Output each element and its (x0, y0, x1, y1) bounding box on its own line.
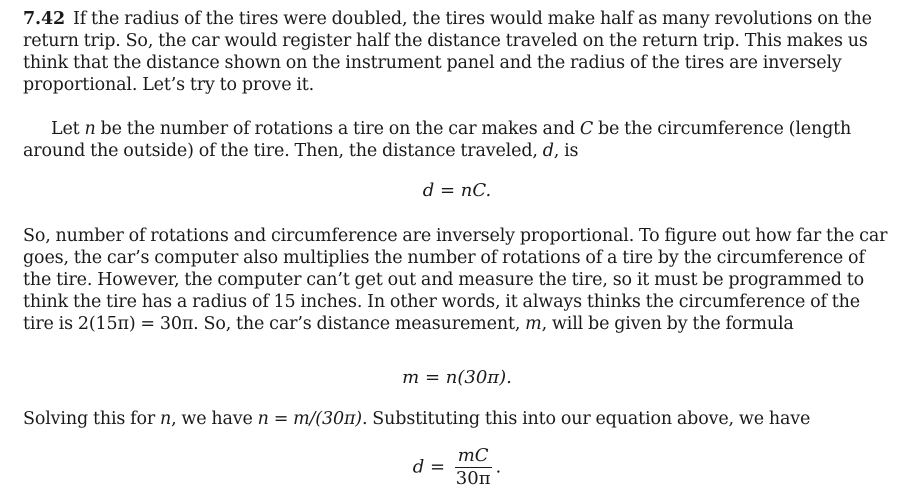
fraction (453, 446, 494, 489)
equation-substituted (0, 446, 914, 489)
equation-measurement: m = n(30π). (402, 367, 512, 388)
text-run: Let (51, 119, 85, 139)
equation-lhs: d = (412, 456, 446, 478)
text-run: , is (553, 141, 579, 161)
text-run: be the circumference (length around the outside) of the tire. Then, the distance traveled, (23, 119, 852, 161)
var-m: m (525, 314, 542, 334)
var-n: n (159, 409, 172, 429)
text-run: , will be given by the formula (541, 314, 794, 334)
paragraph-computer (23, 225, 895, 335)
paragraph-solving (23, 408, 895, 430)
equation-period: . (495, 456, 502, 478)
problem-number: 7.42 (23, 9, 66, 29)
text-run: be the number of rotations a tire on the car makes and (95, 119, 580, 139)
fraction-numerator: mC (455, 446, 492, 468)
equation-distance: d = nC. (422, 180, 492, 201)
expression-n: n = m/(30π) (257, 409, 362, 429)
paragraph-intro-text: If the radius of the tires were doubled, the tires would make half as many revolutions on the return trip. So, the car would register half the distance traveled on the return trip. This makes us think that the distance shown on the instrument panel and the radius of the tires are inversely proportional. Let’s try to prove it. (23, 9, 872, 95)
paragraph-definitions (23, 118, 895, 162)
text-run: So, number of rotations and circumference are inversely proportional. To figure out how far the car goes, the car’s computer also multiplies the number of rotations of a tire by the circumference of the tire. However, the computer can’t get out and measure the tire, so it must be programmed to think the tire has a radius of 15 inches. In other words, it always thinks the circumference of the tire is 2(15π) = 30π. So, the car’s distance measurement, (23, 226, 888, 334)
var-d: d (542, 141, 554, 161)
paragraph-intro (23, 8, 895, 96)
text-run: Solving this for (23, 409, 160, 429)
var-n: n (84, 119, 96, 139)
var-C: C (579, 119, 594, 139)
text-run: . Substituting this into our equation above, we have (361, 409, 811, 429)
fraction-denominator: 30π (455, 468, 491, 489)
text-run: , we have (171, 409, 258, 429)
